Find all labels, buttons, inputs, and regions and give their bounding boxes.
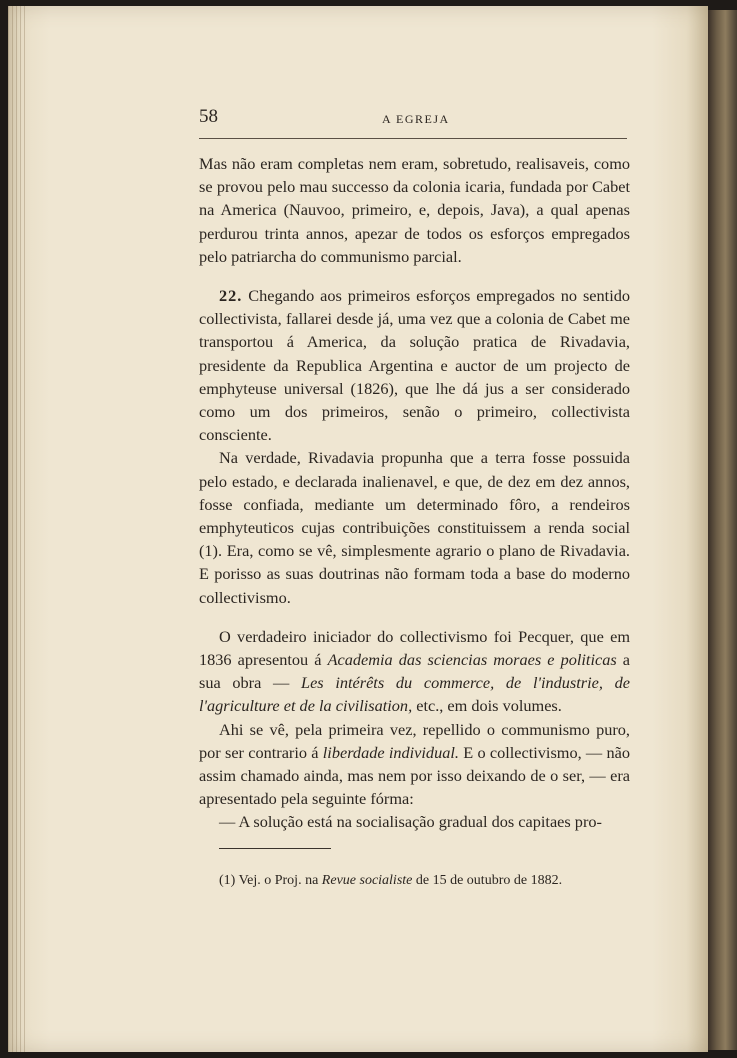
footnote-rule xyxy=(219,848,331,849)
academy-title: Academia das sciencias moraes e politicas xyxy=(327,650,617,670)
paragraph-4-text-a: O verdadeiro iniciador do collectivismo foi Pecquer, que em 1836 apresentou á xyxy=(199,626,630,670)
work-title: Les intérêts du commerce, de l'industrie, de l'agriculture et de la civilisation, xyxy=(199,673,630,716)
footnote-journal: Revue socialiste xyxy=(321,873,413,888)
paragraph-1: Mas não eram completas nem eram, sobretudo, realisaveis, como se provou pelo mau successo da colonia icaria, fundada por Cabet na America (Nauvoo, primeiro, e, depois, Java), a qual apenas perdurou trinta annos, apezar de todos os esforços empregados pelo patriarcha do communismo parcial. xyxy=(199,154,630,266)
paragraph-2-text: Chegando aos primeiros esforços empregados no sentido collectivista, fallarei desde já, uma vez que a colonia de Cabet me transportou á America, da solução pratica de Rivadavia, presidente da Republica Argentina e auctor de um projecto de emphyteuse universal (1826), que lhe dá jus a ser considerado como um dos primeiros, senão o primeiro, collectivista consciente. xyxy=(199,286,630,445)
page-header xyxy=(199,106,627,134)
paragraph-4-text-c: etc., em dois volumes. xyxy=(412,696,562,716)
paragraph-4-text-b: a sua obra — xyxy=(199,650,631,693)
header-rule xyxy=(199,138,627,139)
paragraph-5-text-b: E o collectivismo, — não assim chamado ainda, mas nem por isso deixando de o ser, — era apresentado pela seguinte fórma: xyxy=(199,742,630,809)
section-number: 22. xyxy=(219,286,243,306)
paragraph-4 xyxy=(199,625,630,718)
footnote-text-b: de 15 de outubro de 1882. xyxy=(412,873,563,888)
emphasis-liberdade: liberdade individual. xyxy=(322,742,459,762)
paragraph-5 xyxy=(199,718,630,811)
paragraph-6: — A solução está na socialisação gradual dos capitaes pro- xyxy=(219,812,602,832)
footnote xyxy=(219,873,639,889)
running-head: A EGREJA xyxy=(382,112,450,126)
page-gutter xyxy=(8,6,26,1052)
book-edge xyxy=(708,10,737,1050)
body-text xyxy=(199,152,630,834)
paragraph-2 xyxy=(199,284,630,446)
page-number: 58 xyxy=(199,106,218,127)
footnote-text-a: (1) Vej. o Proj. na xyxy=(219,873,322,888)
paragraph-3: Na verdade, Rivadavia propunha que a terra fosse possuida pelo estado, e declarada inalienavel, e que, de dez em dez annos, fosse confiada, mediante um determinado fôro, a rendeiros emphyteuticos cujas contribuições constituissem a renda social (1). Era, como se vê, simplesmente agrario o plano de Rivadavia. E porisso as suas doutrinas não formam toda a base do moderno collectivismo. xyxy=(199,448,630,607)
paragraph-5-text-a: Ahi se vê, pela primeira vez, repellido o communismo puro, por ser contrario á xyxy=(199,719,630,762)
